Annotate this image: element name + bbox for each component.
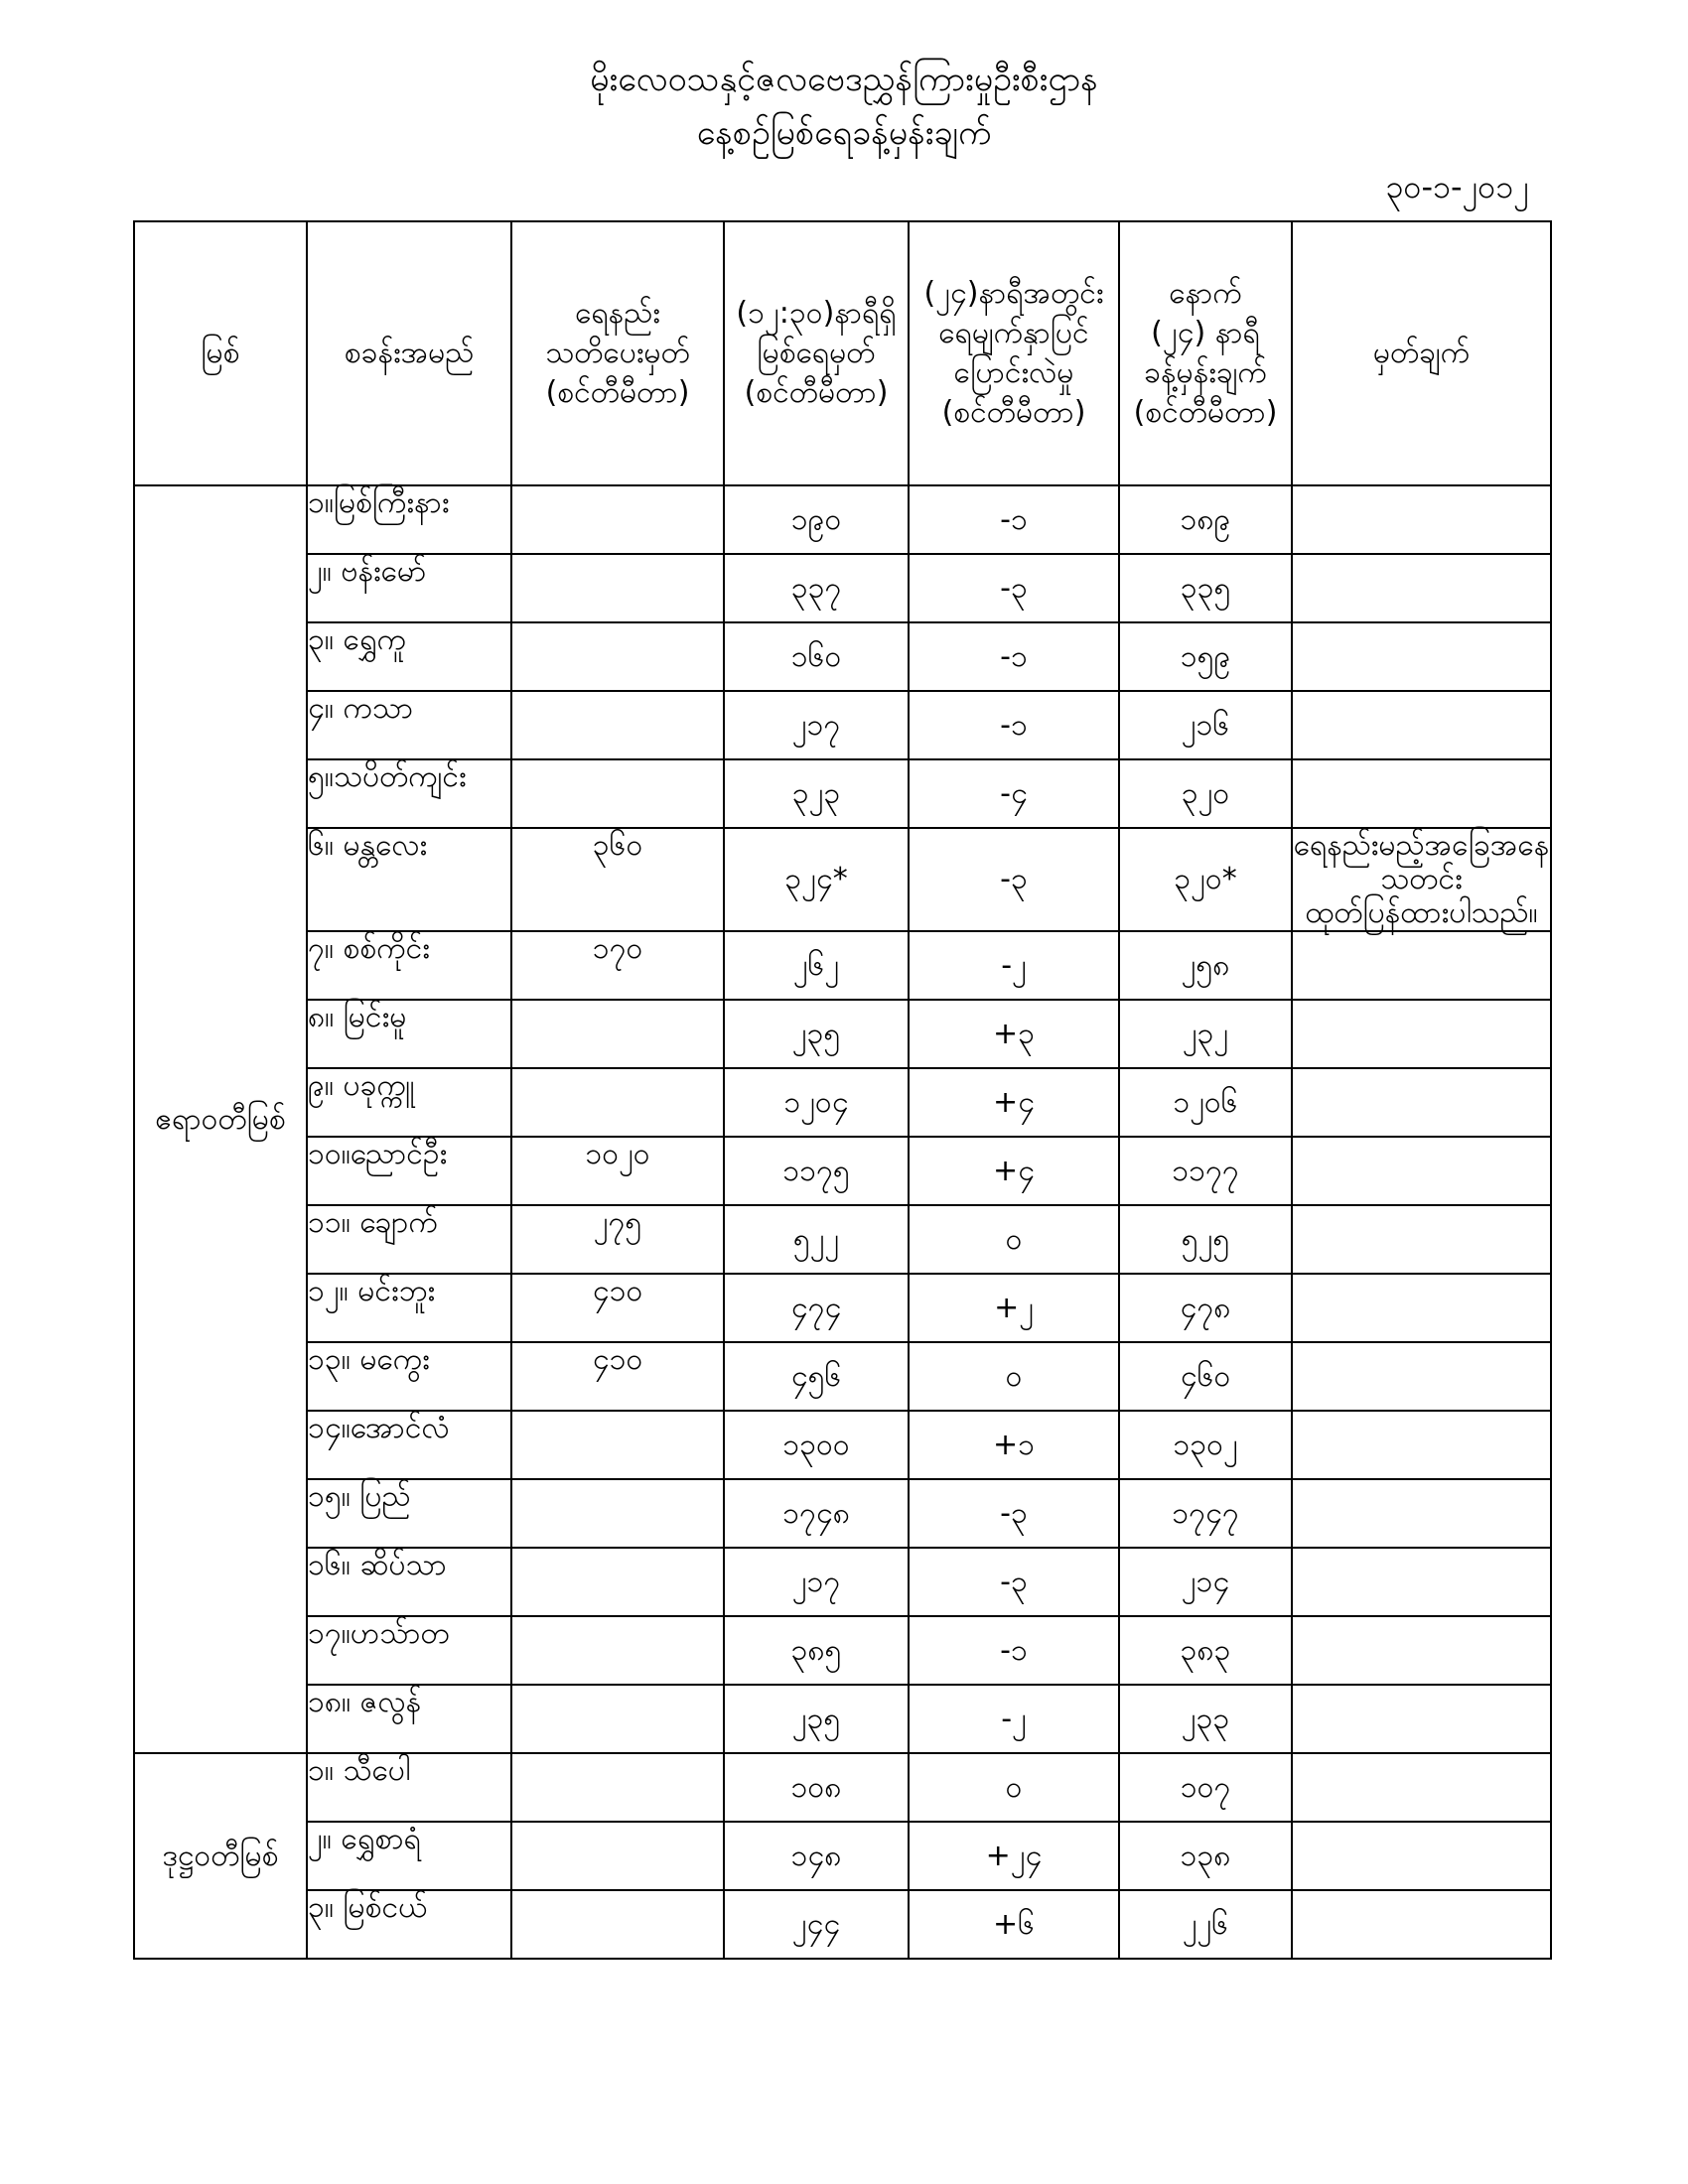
document-subtitle: နေ့စဉ်မြစ်ရေခန့်မှန်းချက် — [696, 113, 992, 153]
observed-level-value: ၁၀၈ — [724, 1753, 909, 1822]
change-value: -၄ — [909, 759, 1119, 828]
observed-level-value: ၁၉၀ — [724, 485, 909, 554]
table-row — [134, 1753, 1551, 1822]
forecast-value: ၃၈၃ — [1119, 1616, 1292, 1685]
warning-level-value — [511, 759, 724, 828]
station-name: ၃။ ရွှေကူ — [307, 622, 511, 691]
forecast-value: ၁၃၈ — [1119, 1822, 1292, 1890]
col-header-forecast: နောက် (၂၄) နာရီ ခန့်မှန်းချက် (စင်တီမီတာ) — [1119, 221, 1292, 485]
station-name: ၇။ စစ်ကိုင်း — [307, 931, 511, 1000]
table-row — [134, 759, 1551, 828]
forecast-value: ၁၀၇ — [1119, 1753, 1292, 1822]
station-name: ၂။ ရွှေစာရံ — [307, 1822, 511, 1890]
table-row — [134, 1479, 1551, 1548]
warning-level-value — [511, 1548, 724, 1616]
warning-level-value: ၁၀၂၀ — [511, 1137, 724, 1205]
observed-level-value: ၁၃၀၀ — [724, 1411, 909, 1479]
col-header-station: စခန်းအမည် — [307, 221, 511, 485]
observed-level-value: ၂၆၂ — [724, 931, 909, 1000]
remark-text — [1292, 1137, 1551, 1205]
station-name: ၈။ မြင်းမူ — [307, 1000, 511, 1068]
table-row — [134, 485, 1551, 554]
warning-level-value — [511, 1822, 724, 1890]
warning-level-value: ၄၁၀ — [511, 1274, 724, 1342]
forecast-value: ၅၂၅ — [1119, 1205, 1292, 1274]
warning-level-value — [511, 1411, 724, 1479]
observed-level-value: ၃၂၄* — [724, 828, 909, 931]
forecast-value: ၃၃၅ — [1119, 554, 1292, 622]
remark-text — [1292, 1479, 1551, 1548]
forecast-value: ၃၂၀* — [1119, 828, 1292, 931]
change-value: -၂ — [909, 1685, 1119, 1753]
observed-level-value: ၁၆၀ — [724, 622, 909, 691]
warning-level-value — [511, 1616, 724, 1685]
col-header-remark: မှတ်ချက် — [1292, 221, 1551, 485]
change-value: -၃ — [909, 1479, 1119, 1548]
col-header-river: မြစ် — [134, 221, 307, 485]
forecast-table — [133, 220, 1552, 1960]
change-value: -၁ — [909, 691, 1119, 759]
station-name: ၁၈။ ဇလွန် — [307, 1685, 511, 1753]
observed-level-value: ၂၁၇ — [724, 691, 909, 759]
table-row — [134, 1342, 1551, 1411]
forecast-value: ၁၈၉ — [1119, 485, 1292, 554]
observed-level-value: ၃၃၇ — [724, 554, 909, 622]
table-row — [134, 1548, 1551, 1616]
station-name: ၆။ မန္တလေး — [307, 828, 511, 931]
observed-level-value: ၂၄၄ — [724, 1890, 909, 1959]
remark-text — [1292, 931, 1551, 1000]
river-name: ဧရာဝတီမြစ် — [134, 485, 307, 1753]
forecast-value: ၁၅၉ — [1119, 622, 1292, 691]
warning-level-value — [511, 622, 724, 691]
department-title: မိုးလေဝသနှင့်ဇလဗေဒညွှန်ကြားမှုဦးစီးဌာန — [590, 60, 1098, 99]
change-value: +၃ — [909, 1000, 1119, 1068]
warning-level-value — [511, 485, 724, 554]
change-value: +၄ — [909, 1137, 1119, 1205]
table-row — [134, 1274, 1551, 1342]
table-row — [134, 931, 1551, 1000]
remark-text — [1292, 1342, 1551, 1411]
warning-level-value — [511, 1685, 724, 1753]
station-name: ၅။သပိတ်ကျင်း — [307, 759, 511, 828]
table-row — [134, 1205, 1551, 1274]
station-name: ၁၁။ ချောက် — [307, 1205, 511, 1274]
forecast-value: ၁၂၀၆ — [1119, 1068, 1292, 1137]
remark-text — [1292, 1685, 1551, 1753]
remark-text — [1292, 1205, 1551, 1274]
remark-text — [1292, 1068, 1551, 1137]
remark-text: ရေနည်းမည့်အခြေအနေသတင်း ထုတ်ပြန်ထားပါသည်။ — [1293, 828, 1550, 930]
forecast-value: ၃၂၀ — [1119, 759, 1292, 828]
observed-level-value: ၁၇၄၈ — [724, 1479, 909, 1548]
warning-level-value: ၂၇၅ — [511, 1205, 724, 1274]
warning-level-value — [511, 1890, 724, 1959]
table-row — [134, 622, 1551, 691]
forecast-value: ၁၃၀၂ — [1119, 1411, 1292, 1479]
forecast-value: ၄၆၀ — [1119, 1342, 1292, 1411]
remark-text — [1292, 691, 1551, 759]
station-name: ၄။ ကသာ — [307, 691, 511, 759]
header-row — [134, 221, 1551, 485]
warning-level-value: ၁၇၀ — [511, 931, 724, 1000]
change-value: +၄ — [909, 1068, 1119, 1137]
observed-level-value: ၂၃၅ — [724, 1685, 909, 1753]
station-name: ၁။ သီပေါ — [307, 1753, 511, 1822]
change-value: +၂ — [909, 1274, 1119, 1342]
observed-level-value: ၂၁၇ — [724, 1548, 909, 1616]
forecast-value: ၂၁၄ — [1119, 1548, 1292, 1616]
table-row — [134, 691, 1551, 759]
change-value: -၁ — [909, 1616, 1119, 1685]
change-value: ၀ — [909, 1753, 1119, 1822]
table-body — [134, 485, 1551, 1959]
change-value: +၂၄ — [909, 1822, 1119, 1890]
forecast-value: ၁၁၇၇ — [1119, 1137, 1292, 1205]
remark-text — [1292, 485, 1551, 554]
station-name: ၁၇။ဟသ်ာတ — [307, 1616, 511, 1685]
change-value: -၁ — [909, 622, 1119, 691]
observed-level-value: ၁၁၇၅ — [724, 1137, 909, 1205]
warning-level-value — [511, 1753, 724, 1822]
change-value: -၃ — [909, 1548, 1119, 1616]
observed-level-value: ၄၅၆ — [724, 1342, 909, 1411]
remark-text — [1292, 1616, 1551, 1685]
table-row — [134, 1822, 1551, 1890]
station-name: ၉။ ပခုက္ကူ — [307, 1068, 511, 1137]
forecast-value: ၂၂၆ — [1119, 1890, 1292, 1959]
observed-level-value: ၁၂၀၄ — [724, 1068, 909, 1137]
station-name: ၃။ မြစ်ငယ် — [307, 1890, 511, 1959]
station-name: ၁၃။ မကွေး — [307, 1342, 511, 1411]
station-name: ၂။ ဗန်းမော် — [307, 554, 511, 622]
warning-level-value — [511, 1479, 724, 1548]
table-row — [134, 1068, 1551, 1137]
warning-level-value — [511, 691, 724, 759]
station-name: ၁၂။ မင်းဘူး — [307, 1274, 511, 1342]
station-name: ၁။မြစ်ကြီးနား — [307, 485, 511, 554]
table-row — [134, 1890, 1551, 1959]
warning-level-value — [511, 1000, 724, 1068]
forecast-value: ၂၁၆ — [1119, 691, 1292, 759]
remark-text — [1292, 1890, 1551, 1959]
change-value: ၀ — [909, 1342, 1119, 1411]
col-header-change: (၂၄)နာရီအတွင်း ရေမျက်နှာပြင် ပြောင်းလဲမှု (စင်တီမီတာ) — [909, 221, 1119, 485]
remark-text — [1292, 1411, 1551, 1479]
observed-level-value: ၃၂၃ — [724, 759, 909, 828]
table-row — [134, 1000, 1551, 1068]
col-header-observed: (၁၂:၃၀)နာရီရှိ မြစ်ရေမှတ် (စင်တီမီတာ) — [724, 221, 909, 485]
warning-level-value — [511, 554, 724, 622]
change-value: -၃ — [909, 828, 1119, 931]
station-name: ၁၀။ညောင်ဦး — [307, 1137, 511, 1205]
station-name: ၁၆။ ဆိပ်သာ — [307, 1548, 511, 1616]
remark-text — [1292, 1548, 1551, 1616]
station-name: ၁၅။ ပြည် — [307, 1479, 511, 1548]
remark-text — [1292, 1753, 1551, 1822]
table-row — [134, 828, 1551, 931]
remark-text — [1292, 554, 1551, 622]
observed-level-value: ၅၂၂ — [724, 1205, 909, 1274]
remark-text — [1292, 759, 1551, 828]
table-row — [134, 1137, 1551, 1205]
table-row — [134, 1411, 1551, 1479]
table-row — [134, 1616, 1551, 1685]
forecast-value: ၂၅၈ — [1119, 931, 1292, 1000]
remark-text — [1292, 1274, 1551, 1342]
table-row — [134, 1685, 1551, 1753]
report-date: ၃၀-၁-၂၀၁၂ — [1385, 168, 1529, 205]
warning-level-value: ၃၆၀ — [511, 828, 724, 931]
change-value: -၃ — [909, 554, 1119, 622]
change-value: -၂ — [909, 931, 1119, 1000]
observed-level-value: ၃၈၅ — [724, 1616, 909, 1685]
warning-level-value: ၄၁၀ — [511, 1342, 724, 1411]
change-value: +၆ — [909, 1890, 1119, 1959]
remark-text — [1292, 1822, 1551, 1890]
remark-text — [1292, 622, 1551, 691]
observed-level-value: ၂၃၅ — [724, 1000, 909, 1068]
change-value: -၁ — [909, 485, 1119, 554]
forecast-value: ၄၇၈ — [1119, 1274, 1292, 1342]
forecast-value: ၂၃၂ — [1119, 1000, 1292, 1068]
observed-level-value: ၄၇၄ — [724, 1274, 909, 1342]
remark-text — [1292, 1000, 1551, 1068]
observed-level-value: ၁၄၈ — [724, 1822, 909, 1890]
table-row — [134, 554, 1551, 622]
river-name: ဒုဋ္ဌဝတီမြစ် — [134, 1753, 307, 1959]
col-header-warning-level: ရေနည်း သတိပေးမှတ် (စင်တီမီတာ) — [511, 221, 724, 485]
change-value: +၁ — [909, 1411, 1119, 1479]
warning-level-value — [511, 1068, 724, 1137]
forecast-value: ၂၃၃ — [1119, 1685, 1292, 1753]
change-value: ၀ — [909, 1205, 1119, 1274]
station-name: ၁၄။အောင်လံ — [307, 1411, 511, 1479]
forecast-value: ၁၇၄၇ — [1119, 1479, 1292, 1548]
